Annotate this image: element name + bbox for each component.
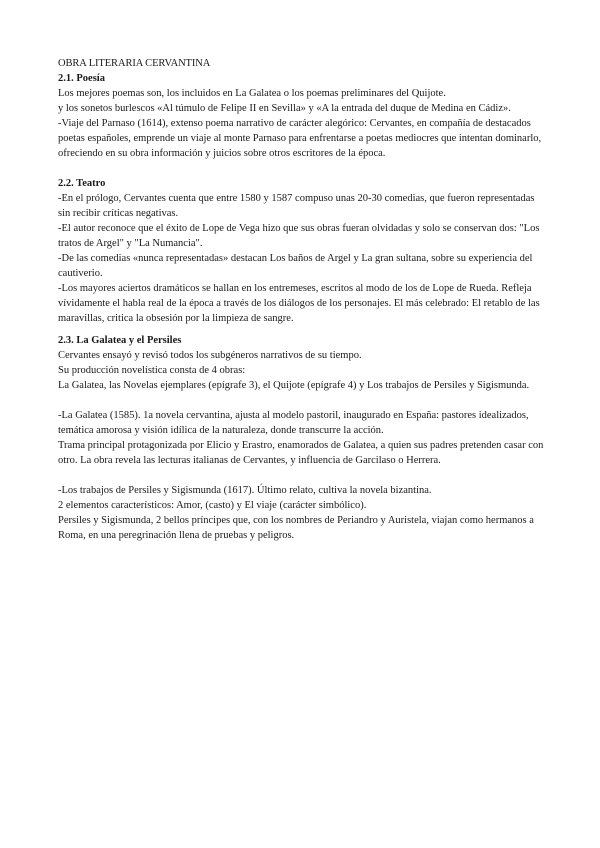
- spacer: [58, 326, 548, 333]
- spacer: [58, 393, 548, 408]
- paragraph: Su producción novelística consta de 4 obras:: [58, 365, 246, 376]
- paragraph: 2 elementos característicos: Amor, (casto) y El viaje (carácter simbólico).: [58, 500, 367, 511]
- section-heading-teatro: 2.2. Teatro: [58, 178, 106, 189]
- paragraph: -El autor reconoce que el éxito de Lope de Vega hizo que sus obras fueran olvidadas y solo se conservan dos: "Los tratos de Argel" y "La Numancia".: [58, 223, 540, 249]
- paragraph: -La Galatea (1585). 1a novela cervantina, ajusta al modelo pastoril, inaugurado en España: pastores idealizados, temática amorosa y visión idílica de la naturaleza, donde transcurre la acción.: [58, 410, 529, 436]
- paragraph: -De las comedias «nunca representadas» destacan Los baños de Argel y La gran sultana, sobre su experiencia del cautiverio.: [58, 253, 533, 279]
- paragraph: Cervantes ensayó y revisó todos los subgéneros narrativos de su tiempo.: [58, 350, 362, 361]
- paragraph: Los mejores poemas son, los incluidos en La Galatea o los poemas preliminares del Quijote.: [58, 88, 446, 99]
- paragraph: -Los mayores aciertos dramáticos se hallan en los entremeses, escritos al modo de los de Lope de Rueda. Refleja vívidamente el habla real de la época a través de los diálogos de los personajes. El más celebrado: El retablo de las maravillas, critica la obsesión por la limpieza de sangre.: [58, 283, 540, 324]
- spacer: [58, 468, 548, 483]
- paragraph: Persiles y Sigismunda, 2 bellos príncipes que, con los nombres de Periandro y Auristela, viajan como hermanos a Roma, en una peregrinación llena de pruebas y peligros.: [58, 515, 534, 541]
- paragraph: y los sonetos burlescos «Al túmulo de Felipe II en Sevilla» y «A la entrada del duque de Medina en Cádiz».: [58, 103, 511, 114]
- paragraph: Trama principal protagonizada por Elicio y Erastro, enamorados de Galatea, a quien sus padres pretenden casar con otro. La obra revela las lecturas italianas de Cervantes, y influencia de Garcilaso o Herrera.: [58, 440, 544, 466]
- spacer: [58, 161, 548, 176]
- paragraph: -Los trabajos de Persiles y Sigismunda (1617). Último relato, cultiva la novela bizantina.: [58, 485, 432, 496]
- paragraph: La Galatea, las Novelas ejemplares (epígrafe 3), el Quijote (epígrafe 4) y Los trabajos de Persiles y Sigismunda.: [58, 380, 530, 391]
- document-title: OBRA LITERARIA CERVANTINA: [58, 58, 211, 69]
- section-heading-poesia: 2.1. Poesía: [58, 73, 105, 84]
- document-body: [58, 56, 548, 543]
- paragraph: -En el prólogo, Cervantes cuenta que entre 1580 y 1587 compuso unas 20-30 comedias, que fueron representadas sin recibir críticas negativas.: [58, 193, 535, 219]
- section-heading-galatea-persiles: 2.3. La Galatea y el Persiles: [58, 335, 182, 346]
- paragraph: -Viaje del Parnaso (1614), extenso poema narrativo de carácter alegórico: Cervantes, en compañía de destacados poetas españoles, emprende un viaje al monte Parnaso para enfrentarse a poetas mediocres que intentan dominarlo, ofreciendo en su obra información y juicios sobre otros escritores de la época.: [58, 118, 542, 159]
